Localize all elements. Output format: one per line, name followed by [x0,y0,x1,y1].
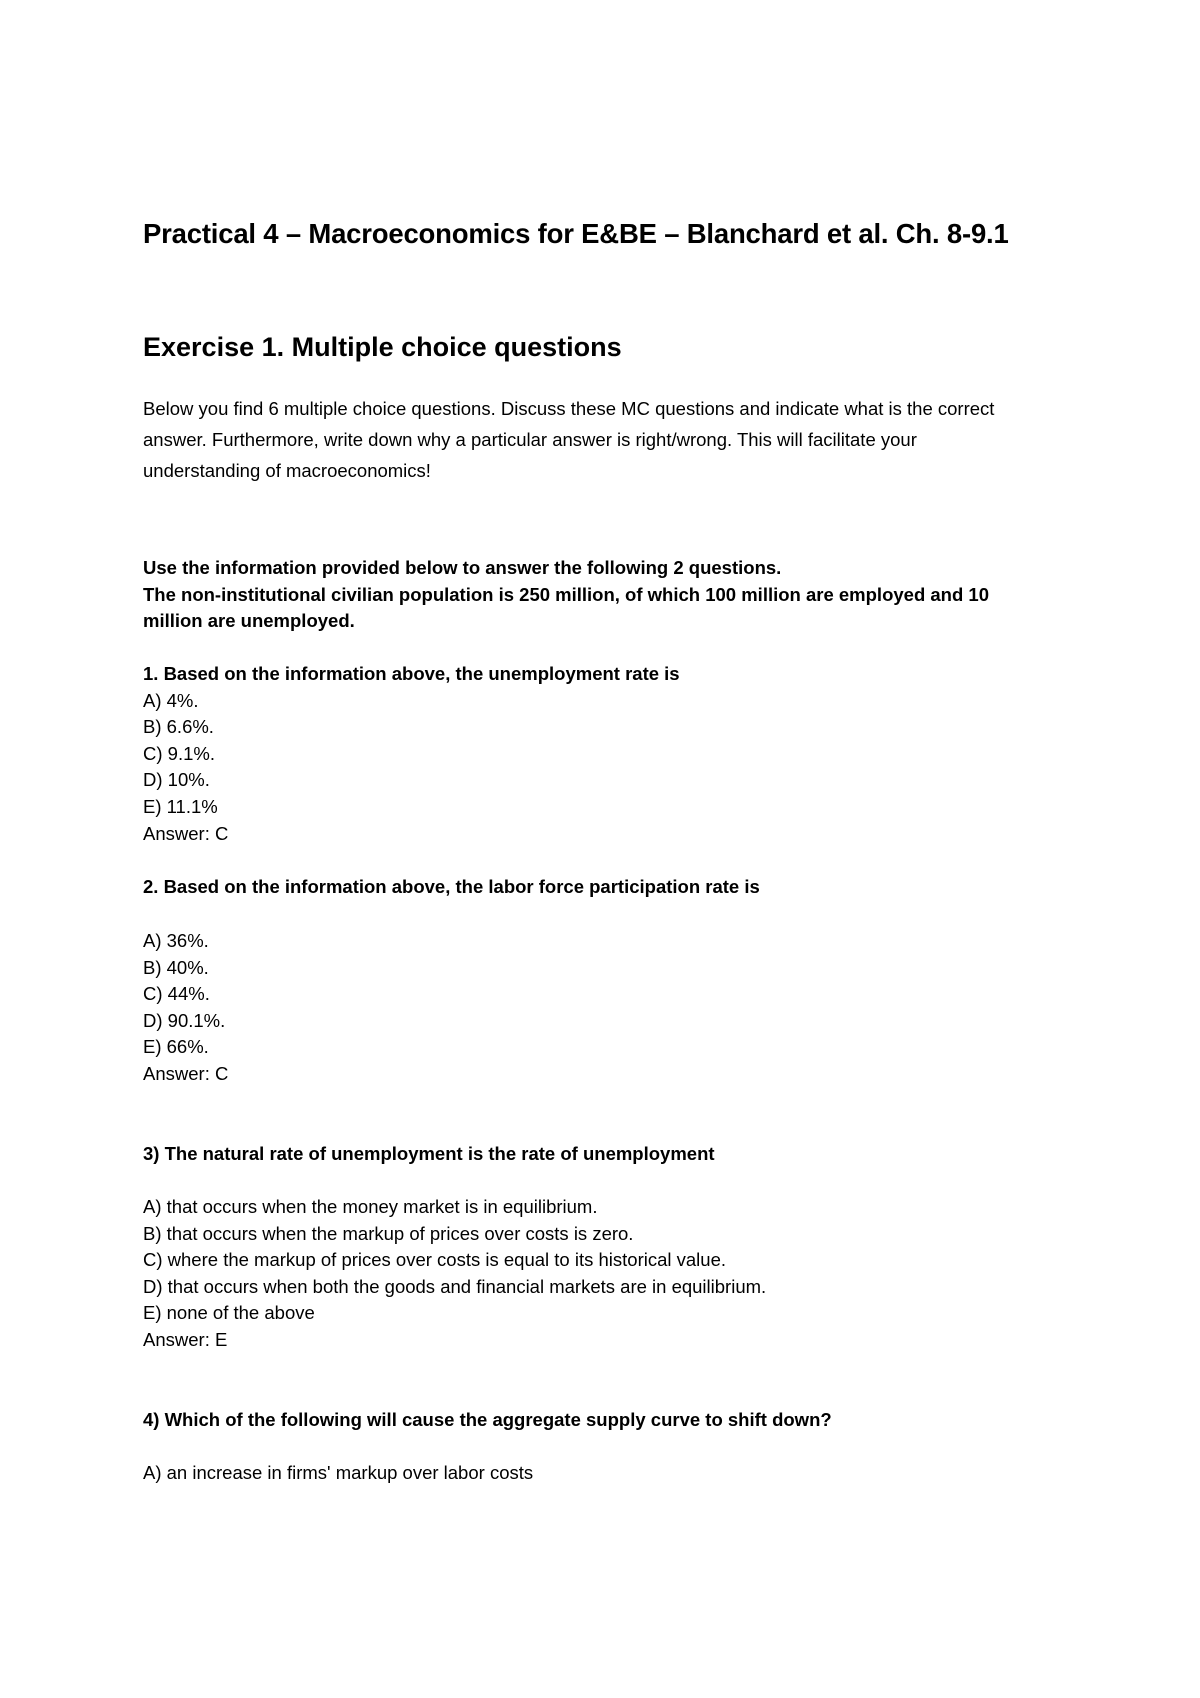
intro-paragraph [143,393,1073,486]
answer-option: B) that occurs when the markup of prices over costs is zero. [143,1222,634,1244]
answer-option: A) 4%. [143,689,199,711]
question-2-options [143,928,1073,1088]
answer-option: A) 36%. [143,930,209,951]
answer-option: C) where the markup of prices over costs is equal to its historical value. [143,1249,726,1271]
intro-line: understanding of macroeconomics! [143,460,431,481]
answer-option: A) an increase in firms' markup over labor costs [143,1462,534,1483]
question-stem: 3) The natural rate of unemployment is the rate of unemployment [143,1143,715,1164]
intro-line: Below you find 6 multiple choice questions. Discuss these MC questions and indicate what is the correct [143,398,995,419]
question-4 [143,1407,1073,1434]
answer-option: C) 44%. [143,983,210,1005]
context-line: The non-institutional civilian population is 250 million, of which 100 million are employed and 10 [143,583,989,605]
answer-option: D) 10%. [143,769,210,791]
context-line: Use the information provided below to answer the following 2 questions. [143,557,782,578]
answer-option: D) that occurs when both the goods and financial markets are in equilibrium. [143,1275,767,1297]
question-3 [143,1141,1073,1168]
correct-answer: Answer: E [143,1328,228,1350]
answer-option: C) 9.1%. [143,742,215,764]
answer-option: E) 11.1% [143,795,218,817]
correct-answer: Answer: C [143,822,229,844]
document-title: Practical 4 – Macroeconomics for E&BE – Blanchard et al. Ch. 8-9.1 [143,218,1009,249]
correct-answer: Answer: C [143,1062,229,1084]
question-3-options [143,1194,1073,1354]
answer-option: E) none of the above [143,1302,315,1324]
answer-option: B) 40%. [143,956,209,978]
question-4-options [143,1460,1073,1487]
question-stem: 4) Which of the following will cause the aggregate supply curve to shift down? [143,1409,832,1430]
answer-option: D) 90.1%. [143,1009,226,1031]
intro-line: answer. Furthermore, write down why a particular answer is right/wrong. This will facilitate your [143,429,917,450]
question-1 [143,661,1073,847]
answer-option: A) that occurs when the money market is in equilibrium. [143,1196,598,1217]
question-stem: 2. Based on the information above, the labor force participation rate is [143,876,760,897]
exercise-heading: Exercise 1. Multiple choice questions [143,332,622,362]
question-stem: 1. Based on the information above, the unemployment rate is [143,663,680,684]
context-line: million are unemployed. [143,610,355,632]
question-2 [143,874,1073,901]
answer-option: B) 6.6%. [143,716,214,738]
context-block [143,555,1073,635]
answer-option: E) 66%. [143,1036,209,1058]
